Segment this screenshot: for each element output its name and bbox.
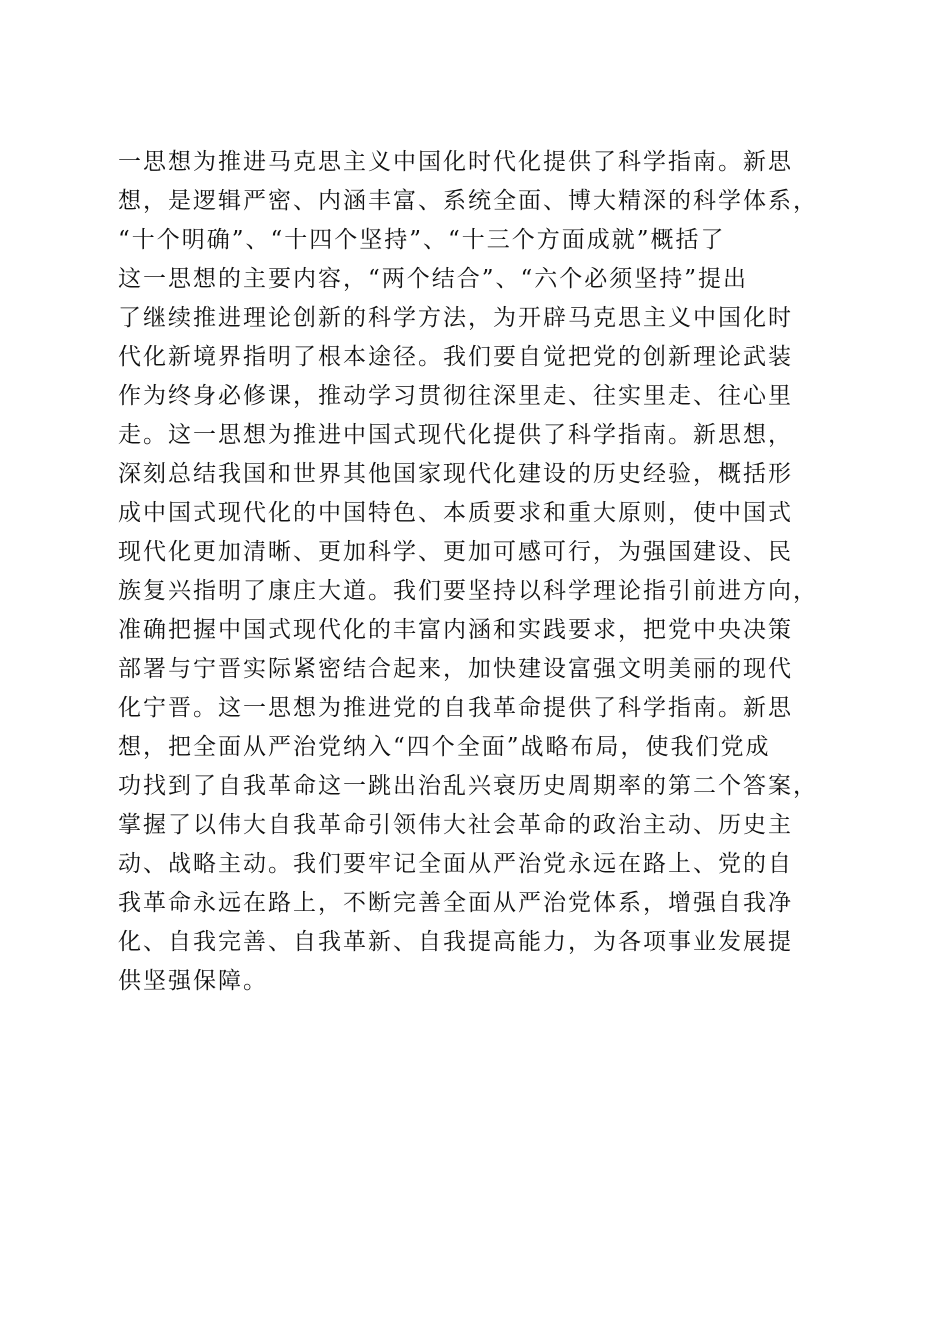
- text-line-21: 化、自我完善、自我革新、自我提高能力，为各项事业发展提: [118, 929, 793, 955]
- text-line-1: 一思想为推进马克思主义中国化时代化提供了科学指南。新思: [118, 149, 793, 175]
- body-paragraph: [118, 143, 838, 1001]
- text-line-19: 动、战略主动。我们要牢记全面从严治党永远在路上、党的自: [118, 851, 793, 877]
- text-line-11: 现代化更加清晰、更加科学、更加可感可行，为强国建设、民: [118, 539, 793, 565]
- text-line-7: 作为终身必修课，推动学习贯彻往深里走、往实里走、往心里: [118, 383, 793, 409]
- text-line-5: 了继续推进理论创新的科学方法，为开辟马克思主义中国化时: [118, 305, 793, 331]
- text-line-20: 我革命永远在路上，不断完善全面从严治党体系，增强自我净: [118, 890, 793, 916]
- text-line-3: “十个明确”、“十四个坚持”、“十三个方面成就”概括了: [118, 227, 726, 253]
- text-line-18: 掌握了以伟大自我革命引领伟大社会革命的政治主动、历史主: [118, 812, 793, 838]
- text-line-9: 深刻总结我国和世界其他国家现代化建设的历史经验，概括形: [118, 461, 793, 487]
- text-line-16: 想，把全面从严治党纳入“四个全面”战略布局，使我们党成: [118, 734, 771, 760]
- text-line-10: 成中国式现代化的中国特色、本质要求和重大原则，使中国式: [118, 500, 793, 526]
- text-line-2: 想，是逻辑严密、内涵丰富、系统全面、博大精深的科学体系，: [118, 188, 818, 214]
- text-line-17: 功找到了自我革命这一跳出治乱兴衰历史周期率的第二个答案，: [118, 773, 818, 799]
- text-line-13: 准确把握中国式现代化的丰富内涵和实践要求，把党中央决策: [118, 617, 793, 643]
- text-line-12: 族复兴指明了康庄大道。我们要坚持以科学理论指引前进方向，: [118, 578, 818, 604]
- text-line-14: 部署与宁晋实际紧密结合起来，加快建设富强文明美丽的现代: [118, 656, 793, 682]
- text-line-6: 代化新境界指明了根本途径。我们要自觉把党的创新理论武装: [118, 344, 793, 370]
- text-line-4: 这一思想的主要内容，“两个结合”、“六个必须坚持”提出: [118, 266, 749, 292]
- text-line-8: 走。这一思想为推进中国式现代化提供了科学指南。新思想，: [118, 422, 793, 448]
- text-line-15: 化宁晋。这一思想为推进党的自我革命提供了科学指南。新思: [118, 695, 793, 721]
- text-line-22: 供坚强保障。: [118, 968, 268, 994]
